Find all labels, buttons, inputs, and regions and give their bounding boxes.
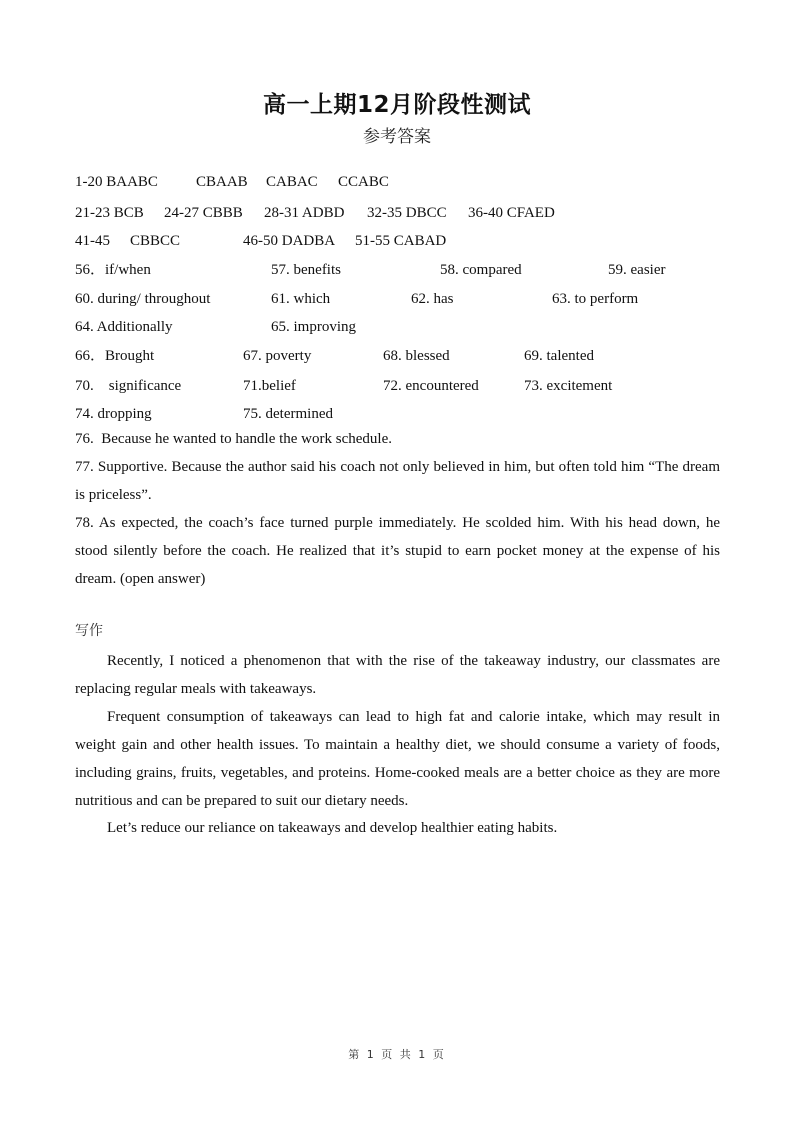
answer-group: 41-45 <box>75 233 110 249</box>
page-footer: 第 1 页 共 1 页 <box>348 1048 446 1061</box>
answer-group: CBAAB <box>196 174 248 190</box>
answer-group: 21-23 BCB <box>75 205 144 221</box>
answer-item: 68. blessed <box>383 348 450 364</box>
answer-76: 76. Because he wanted to handle the work schedule. <box>75 431 392 447</box>
answer-group: 32-35 DBCC <box>367 205 447 221</box>
answer-group: 51-55 CABAD <box>355 233 447 249</box>
answer-77: 77. Supportive. Because the author said his coach not only believed in him, but often told him “The dream is priceless”. <box>75 459 720 503</box>
answer-item: 72. encountered <box>383 378 479 394</box>
answer-item: 56．if/when <box>75 262 151 278</box>
answer-item: 69. talented <box>524 348 594 364</box>
writing-paragraph: Let’s reduce our reliance on takeaways and develop healthier eating habits. <box>107 820 558 836</box>
answer-78: 78. As expected, the coach’s face turned purple immediately. He scolded him. With his head down, he stood silently before the coach. He realized that it’s stupid to earn pocket money at the expense of his dream. (open answer) <box>75 515 720 587</box>
page-subtitle: 参考答案 <box>363 127 431 147</box>
answer-item: 73. excitement <box>524 378 613 394</box>
answer-group: 24-27 CBBB <box>164 205 243 221</box>
answer-group: CCABC <box>338 174 389 190</box>
answer-item: 59. easier <box>608 262 666 278</box>
answer-item: 65. improving <box>271 319 356 335</box>
answer-item: 61. which <box>271 291 331 307</box>
answer-group: 46-50 DADBA <box>243 233 336 249</box>
answer-group: 28-31 ADBD <box>264 205 345 221</box>
writing-paragraph: Frequent consumption of takeaways can lead to high fat and calorie intake, which may result in weight gain and other health issues. To maintain a healthy diet, we should consume a variety of foods, including grains, fruits, vegetables, and proteins. Home-cooked meals are a better choice as they are more nutritious and can be prepared to suit our dietary needs. <box>75 709 720 809</box>
answer-item: 57. benefits <box>271 262 341 278</box>
answer-item: 62. has <box>411 291 454 307</box>
page-title: 高一上期12月阶段性测试 <box>262 92 531 118</box>
answer-item: 71.belief <box>243 378 296 394</box>
answer-item: 67. poverty <box>243 348 312 364</box>
answer-item: 64. Additionally <box>75 319 173 335</box>
answer-item: 70. significance <box>75 378 182 394</box>
answer-item: 58. compared <box>440 262 522 278</box>
answer-item: 63. to perform <box>552 291 639 307</box>
answer-group: CABAC <box>266 174 318 190</box>
answer-group: 1-20 BAABC <box>75 174 158 190</box>
answer-group: 36-40 CFAED <box>468 205 555 221</box>
answer-item: 60. during/ throughout <box>75 291 211 307</box>
answer-item: 74. dropping <box>75 406 152 422</box>
writing-paragraph: Recently, I noticed a phenomenon that with the rise of the takeaway industry, our classmates are replacing regular meals with takeaways. <box>75 653 720 697</box>
answer-item: 75. determined <box>243 406 333 422</box>
answer-group: CBBCC <box>130 233 181 249</box>
answer-item: 66．Brought <box>75 348 155 364</box>
writing-heading: 写作 <box>75 623 103 639</box>
